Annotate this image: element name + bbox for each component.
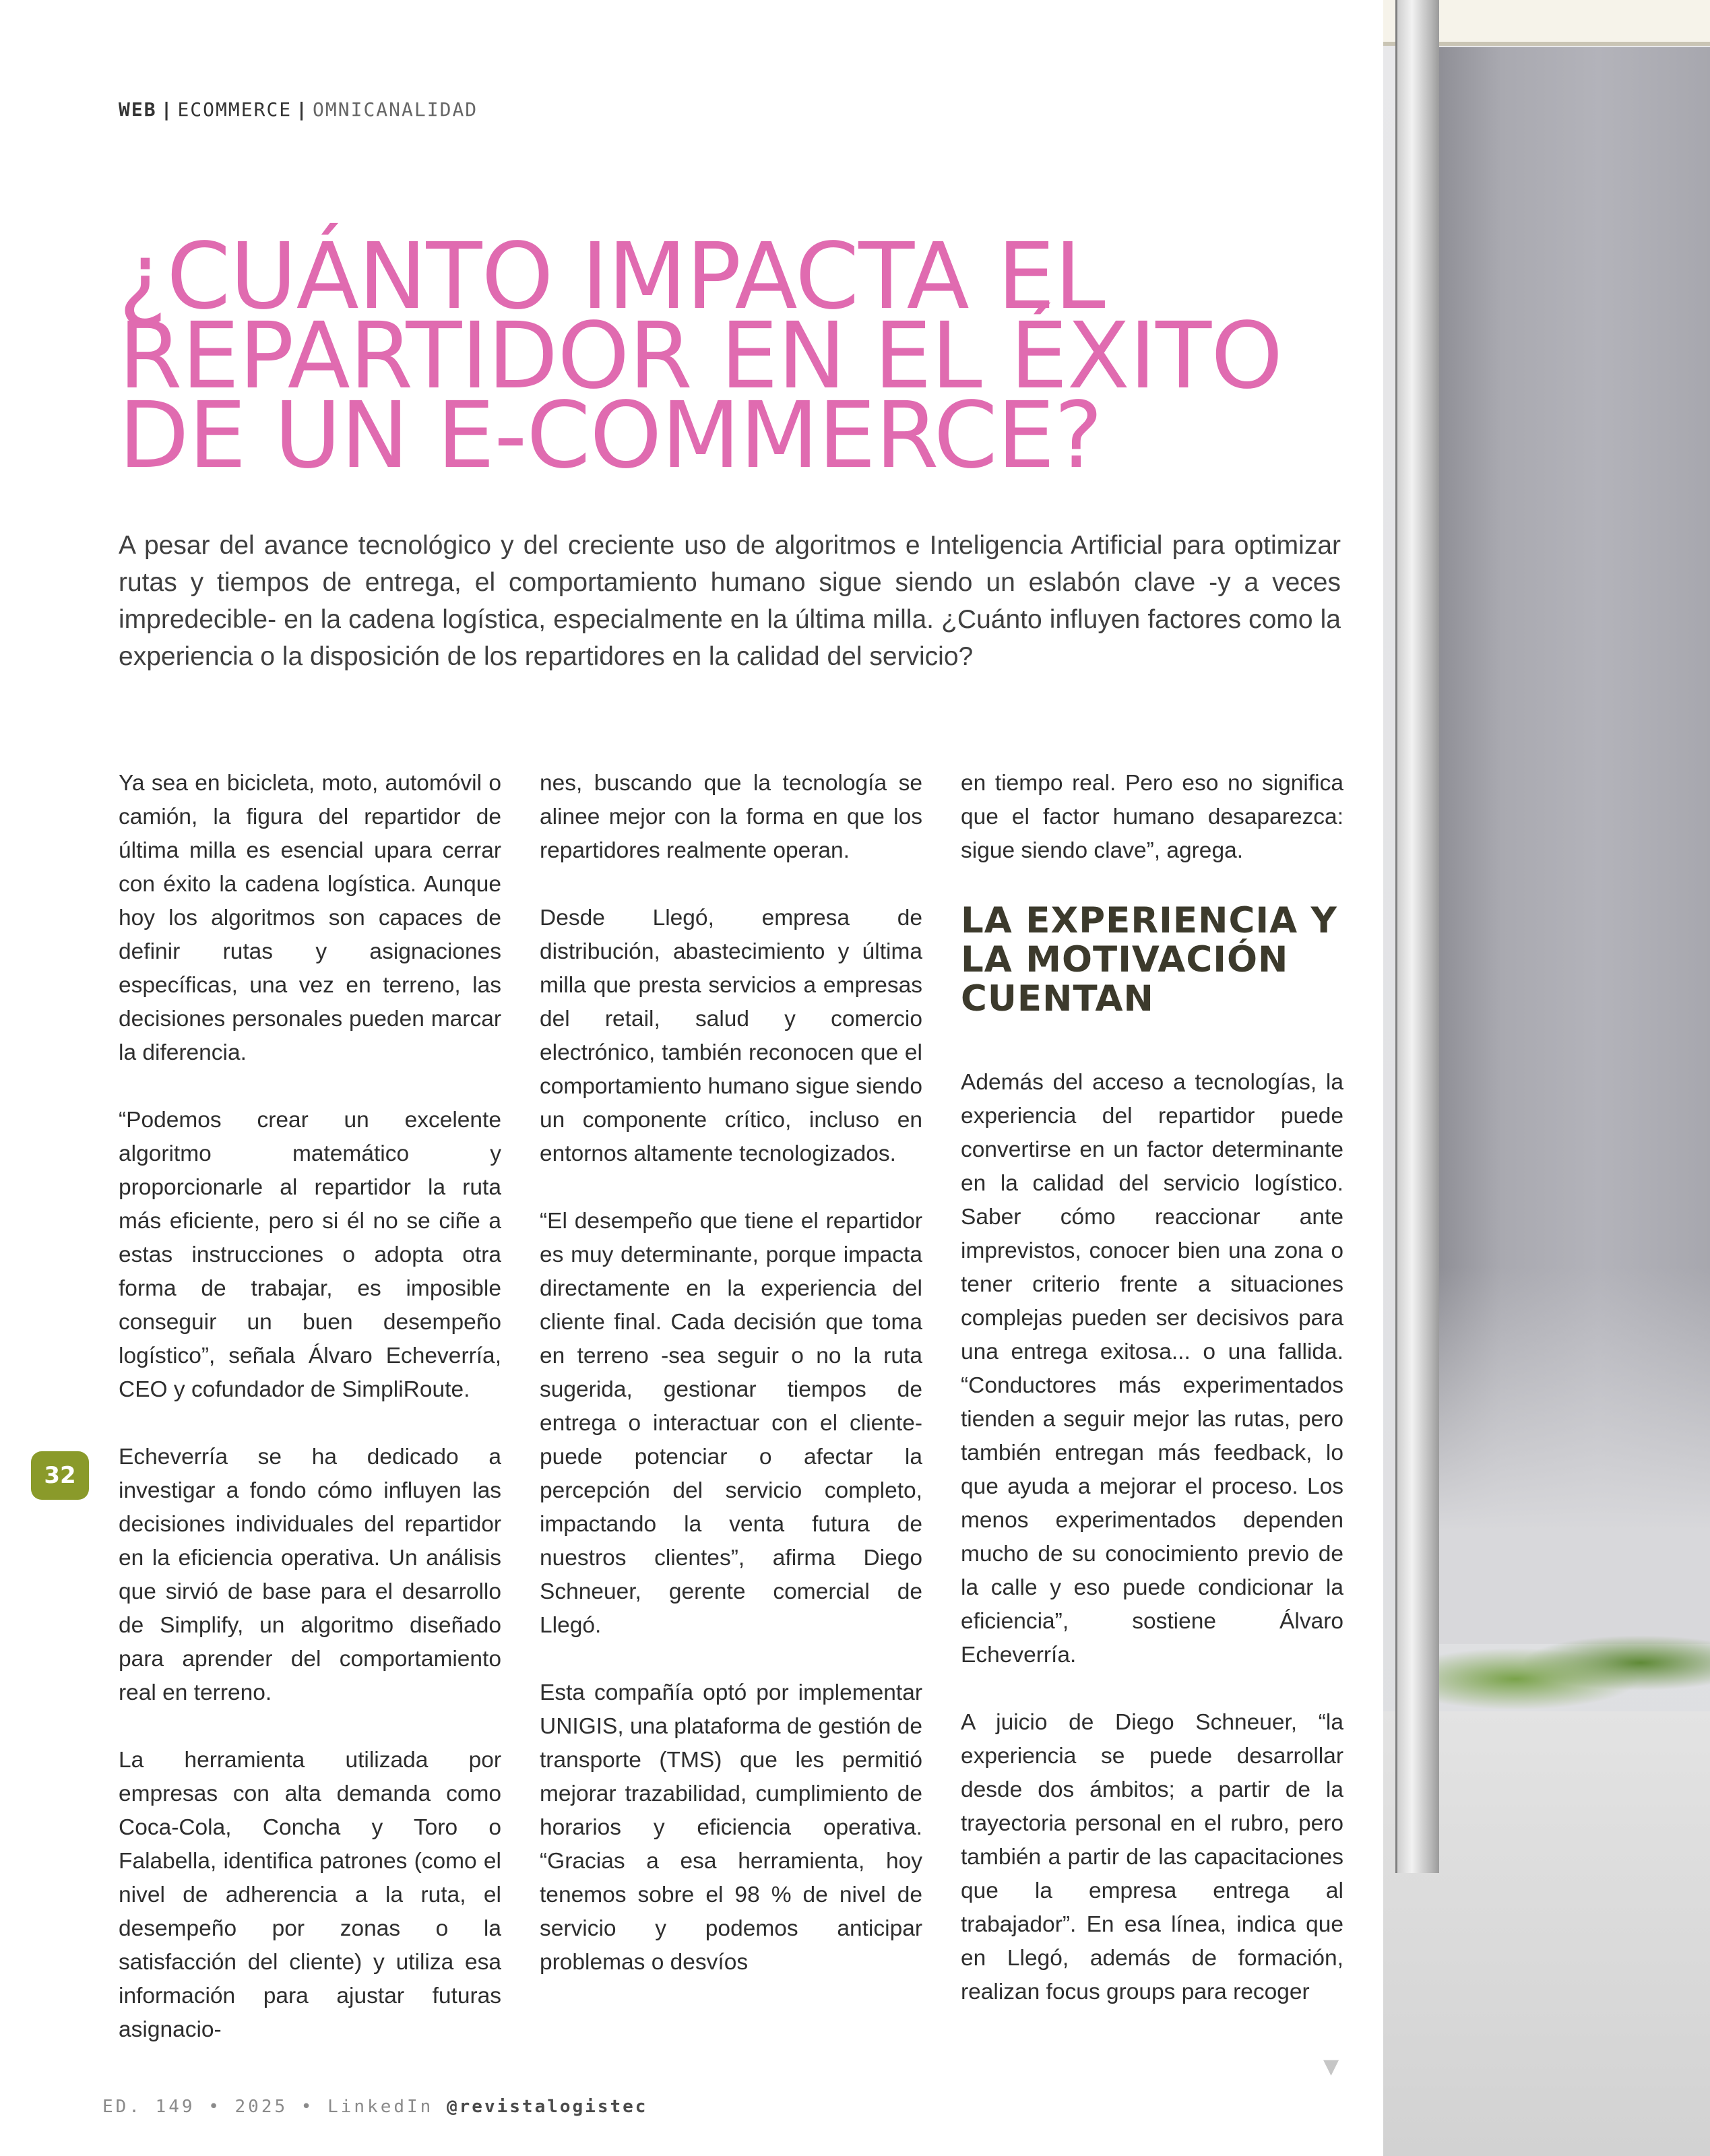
footer-edition: ED. 149 • 2025 • LinkedIn xyxy=(102,2097,447,2117)
kicker-omnicanalidad: OMNICANALIDAD xyxy=(313,98,478,121)
page-number-badge: 32 xyxy=(31,1451,89,1500)
paragraph: Además del acceso a tecnologías, la experiencia del repartidor puede convertirse en un factor determinante en la calidad del servicio logístico. Saber cómo reaccionar ante imprevistos, conocer bien una zona o tener criterio frente a situaciones complejas pueden ser decisivos para una entrega exitosa... o una fallida. “Conductores más experimentados tienden a seguir mejor las rutas, pero también entregan más feedback, lo que ayuda a mejorar el proceso. Los menos experimentados dependen mucho de su conocimiento previo de la calle y eso puede condicionar la eficiencia”, sostiene Álvaro Echeverría. xyxy=(961,1070,1343,1668)
footer-linkedin-handle[interactable]: @revistalogistec xyxy=(447,2097,648,2117)
paragraph: “El desempeño que tiene el repartidor es muy determinante, porque impacta directamente en la experiencia del cliente final. Cada decisión que toma en terreno -sea seguir o no la ruta sugerida, gestionar tiempos de entrega o interactuar con el cliente- puede potenciar o afectar la percepción del servicio completo, impactando la venta futura de nuestros clientes”, afirma Diego Schneuer, gerente comercial de Llegó. xyxy=(540,1209,922,1638)
kicker-web: WEB xyxy=(119,98,157,121)
paragraph: Desde Llegó, empresa de distribución, abastecimiento y última milla que presta servicios a empresas del retail, salud y comercio electrónico, también reconocen que el comportamiento humano sigue siendo un componente crítico, incluso en entornos altamente tecnologizados. xyxy=(540,906,922,1166)
paragraph: nes, buscando que la tecnología se alinee mejor con la forma en que los repartidores realmente operan. xyxy=(540,771,922,863)
article-title: ¿CUÁNTO IMPACTA EL REPARTIDOR EN EL ÉXITO DE UN E-COMMERCE? xyxy=(119,224,1283,489)
paragraph: Echeverría se ha dedicado a investigar a fondo cómo influyen las decisiones individuales del repartidor en la eficiencia operativa. Un análisis que sirvió de base para el desarrollo de Simplify, un algoritmo diseñado para aprender del comportamiento real en terreno. xyxy=(119,1445,501,1705)
kicker-separator: | xyxy=(296,98,309,121)
text-column-2 xyxy=(540,767,922,2013)
down-triangle-icon: ▼ xyxy=(1323,2055,1339,2079)
section-kicker xyxy=(119,98,478,121)
text-column-1 xyxy=(119,767,501,2081)
side-photo xyxy=(1383,0,1710,2156)
section-subheading: LA EXPERIENCIA Y LA MOTIVACIÓN CUENTAN xyxy=(961,900,1337,1019)
kicker-ecommerce: ECOMMERCE xyxy=(177,98,292,121)
paragraph: Ya sea en bicicleta, moto, automóvil o camión, la figura del repartidor de última milla es esencial upara cerrar con éxito la cadena logística. Aunque hoy los algoritmos son capaces de definir rutas y asignaciones específicas, una vez en terreno, las decisiones personales pueden marcar la diferencia. xyxy=(119,771,501,1065)
photo-pole xyxy=(1395,0,1439,1873)
kicker-separator: | xyxy=(160,98,174,121)
photo-wall-light xyxy=(1432,1267,1710,1644)
photo-grass xyxy=(1432,1630,1710,1711)
paragraph: La herramienta utilizada por empresas con alta demanda como Coca-Cola, Concha y Toro o Falabella, identifica patrones (como el nivel de adherencia a la ruta, el desempeño por zonas o la satisfacción del cliente) y utiliza esa información para ajustar futuras asignacio- xyxy=(119,1748,501,2042)
paragraph: Esta compañía optó por implementar UNIGIS, una plataforma de gestión de transporte (TMS) que les permitió mejorar trazabilidad, cumplimiento de horarios y eficiencia operativa. “Gracias a esa herramienta, hoy tenemos sobre el 98 % de nivel de servicio y podemos anticipar problemas o desvíos xyxy=(540,1680,922,1975)
article-lead: A pesar del avance tecnológico y del creciente uso de algoritmos e Inteligencia Artificial para optimizar rutas y tiempos de entrega, el comportamiento humano sigue siendo un eslabón clave -y a veces impredecible- en la cadena logística, especialmente en la última milla. ¿Cuánto influyen factores como la experiencia o la disposición de los repartidores en la calidad del servicio? xyxy=(119,531,1341,671)
paragraph: A juicio de Diego Schneuer, “la experiencia se puede desarrollar desde dos ámbitos; a partir de la trayectoria personal en el rubro, pero también a partir de las capacitaciones que la empresa entrega al trabajador”. En esa línea, indica que en Llegó, además de formación, realizan focus groups para recoger xyxy=(961,1710,1343,2004)
text-column-3 xyxy=(961,767,1343,2043)
paragraph: en tiempo real. Pero eso no significa que el factor humano desaparezca: sigue siendo clave”, agrega. xyxy=(961,771,1343,863)
footer xyxy=(102,2097,647,2117)
paragraph: “Podemos crear un excelente algoritmo matemático y proporcionarle al repartidor la ruta más eficiente, pero si él no se ciñe a estas instrucciones o adopta otra forma de trabajar, es imposible conseguir un buen desempeño logístico”, señala Álvaro Echeverría, CEO y cofundador de SimpliRoute. xyxy=(119,1108,501,1402)
